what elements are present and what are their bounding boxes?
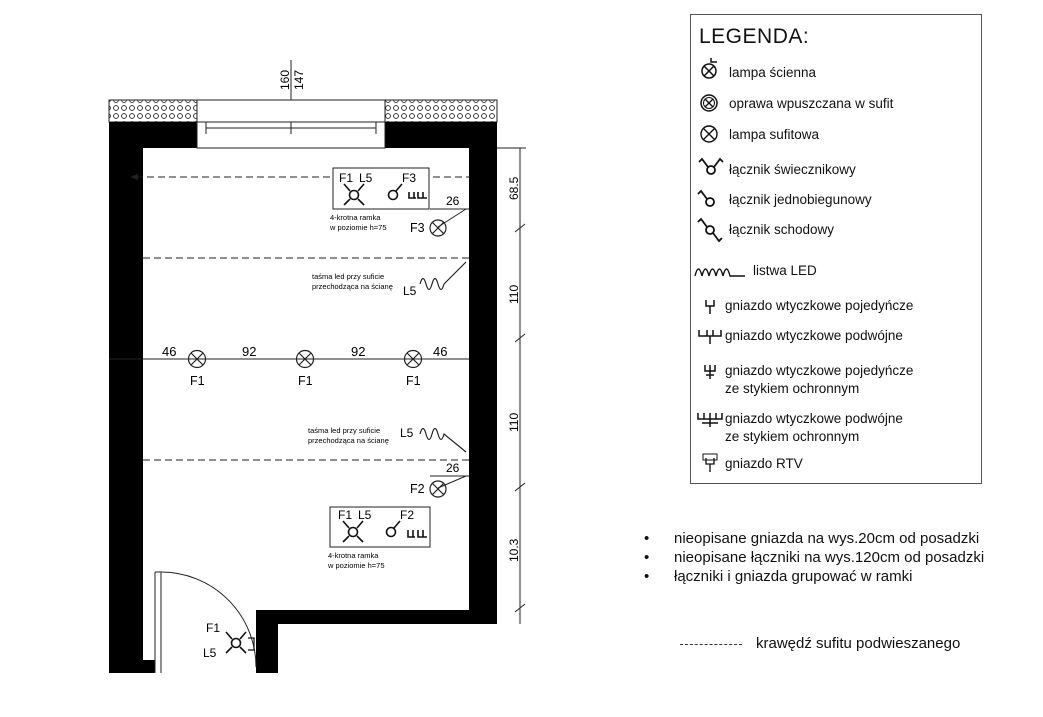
led-strip-bottom[interactable]: [420, 429, 466, 453]
legend-box: [690, 14, 982, 484]
legend-item-staircase-switch: [691, 215, 981, 245]
staircase-switch-icon: [697, 215, 727, 245]
legend-item-chandelier-switch: [691, 154, 981, 184]
led-strip-top-note-2: przechodząca na ścianę: [312, 282, 393, 291]
svg-text:F1: F1: [339, 171, 354, 185]
legend-label: gniazdo wtyczkowe pojedyńcze: [725, 363, 914, 378]
double-socket-icon: [697, 324, 727, 354]
bottom-wall: [256, 610, 497, 624]
svg-text:L5: L5: [358, 508, 372, 522]
legend-item-single-pole-switch: [691, 185, 981, 215]
dim-110-a: 110: [507, 284, 521, 304]
legend-label-2: ze stykiem ochronnym: [725, 429, 860, 444]
note-item: • łączniki i gniazda grupować w ramki: [644, 567, 984, 586]
chandelier-switch-icon: [697, 154, 727, 184]
right-wall: [469, 148, 497, 624]
svg-text:F3: F3: [402, 171, 417, 185]
dim-68-5: 68.5: [507, 176, 521, 200]
legend-label: listwa LED: [753, 263, 817, 278]
legend-label: gniazdo wtyczkowe pojedyńcze: [725, 298, 914, 313]
recessed-ceiling-light-icon: [697, 89, 727, 119]
suspended-ceiling-label: krawędź sufitu podwieszanego: [756, 635, 961, 652]
window-dim-160: 160: [278, 69, 292, 90]
svg-text:92: 92: [242, 344, 257, 359]
wall-lamp-icon: [697, 58, 727, 88]
single-pole-switch-icon: [697, 185, 727, 215]
svg-text:46: 46: [162, 344, 177, 359]
wall-lamp-bottom[interactable]: [430, 481, 446, 497]
legend-label: łącznik jednobiegunowy: [729, 192, 872, 207]
svg-text:92: 92: [351, 344, 366, 359]
wall-lamp-top-label: F3: [410, 221, 425, 235]
led-strip-icon: [693, 256, 747, 286]
legend-label: lampa sufitowa: [729, 127, 820, 142]
lamp-label-1: F1: [190, 374, 205, 388]
legend-item-wall-lamp: [691, 58, 981, 88]
svg-text:F1: F1: [338, 508, 353, 522]
legend-label: gniazdo wtyczkowe podwójne: [725, 411, 903, 426]
legend-label-2: ze stykiem ochronnym: [725, 381, 860, 396]
note-item: • nieopisane łączniki na wys.120cm od posadzki: [644, 548, 984, 567]
legend-label: łącznik schodowy: [729, 222, 835, 237]
wall-lamp-top[interactable]: [430, 220, 446, 236]
dim-110-b: 110: [507, 412, 521, 432]
note-item: • nieopisane gniazda na wys.20cm od posadzki: [644, 529, 984, 548]
dim-10-3: 10.3: [507, 538, 521, 562]
switch-frame-bottom[interactable]: [330, 507, 430, 547]
frame-top-note-2: w poziomie h=75: [330, 223, 387, 232]
legend-label: lampa ścienna: [729, 65, 817, 80]
wall-lamp-bottom-label: F2: [410, 482, 425, 496]
door-switch-label-1: F1: [206, 621, 221, 635]
frame-bottom-note-2: w poziomie h=75: [328, 561, 385, 570]
frame-top-note-1: 4-krotna ramka: [330, 213, 381, 222]
legend-label: oprawa wpuszczana w sufit: [729, 96, 894, 111]
legend-item-rtv-socket: [691, 452, 981, 482]
door-switch[interactable]: [226, 632, 254, 653]
double-earthed-socket-icon: [697, 409, 727, 439]
led-strip-top-note-1: taśma led przy suficie: [312, 272, 385, 281]
legend-item-single-earthed-socket: [691, 361, 981, 396]
lamp-label-2: F1: [298, 374, 313, 388]
led-strip-top[interactable]: [420, 262, 466, 290]
door-jamb: [256, 610, 278, 673]
dashed-line-sample: [680, 644, 742, 645]
legend-item-ceiling-lamp: [691, 120, 981, 150]
lamp-label-3: F1: [406, 374, 421, 388]
legend-item-recessed-light: [691, 89, 981, 119]
led-strip-bottom-note-2: przechodząca na ścianę: [308, 436, 389, 445]
svg-text:46: 46: [433, 344, 448, 359]
exterior-wall: [109, 100, 497, 148]
rtv-socket-icon: [697, 452, 727, 482]
single-earthed-socket-icon: [697, 361, 727, 391]
frame-bottom-note-1: 4-krotna ramka: [328, 551, 379, 560]
legend-item-led-strip: [691, 256, 981, 286]
single-socket-icon: [697, 294, 727, 324]
legend-label: gniazdo wtyczkowe podwójne: [725, 328, 903, 343]
legend-item-single-socket: [691, 294, 981, 324]
window-dim-147: 147: [292, 69, 306, 90]
led-strip-bottom-note-1: taśma led przy suficie: [308, 426, 381, 435]
legend-title: LEGENDA:: [699, 25, 810, 48]
switch-frame-top[interactable]: [333, 168, 429, 209]
notes-list: [644, 529, 984, 586]
led-strip-top-label: L5: [403, 284, 417, 298]
suspended-ceiling-edge: [136, 177, 469, 460]
suspended-ceiling-key: [680, 634, 1010, 656]
legend-label: gniazdo RTV: [725, 456, 803, 471]
legend-item-double-earthed-socket: [691, 409, 981, 444]
legend-label: łącznik świecznikowy: [729, 162, 856, 177]
led-strip-bottom-label: L5: [400, 426, 414, 440]
ceiling-lamp-icon: [697, 120, 727, 150]
door-switch-label-2: L5: [203, 646, 217, 660]
dim-26-bottom: 26: [446, 461, 460, 475]
legend-item-double-socket: [691, 324, 981, 354]
svg-text:L5: L5: [359, 171, 373, 185]
left-wall: [109, 148, 143, 673]
svg-text:F2: F2: [400, 508, 415, 522]
dim-26-top: 26: [446, 194, 460, 208]
door-jamb-left: [143, 660, 155, 673]
